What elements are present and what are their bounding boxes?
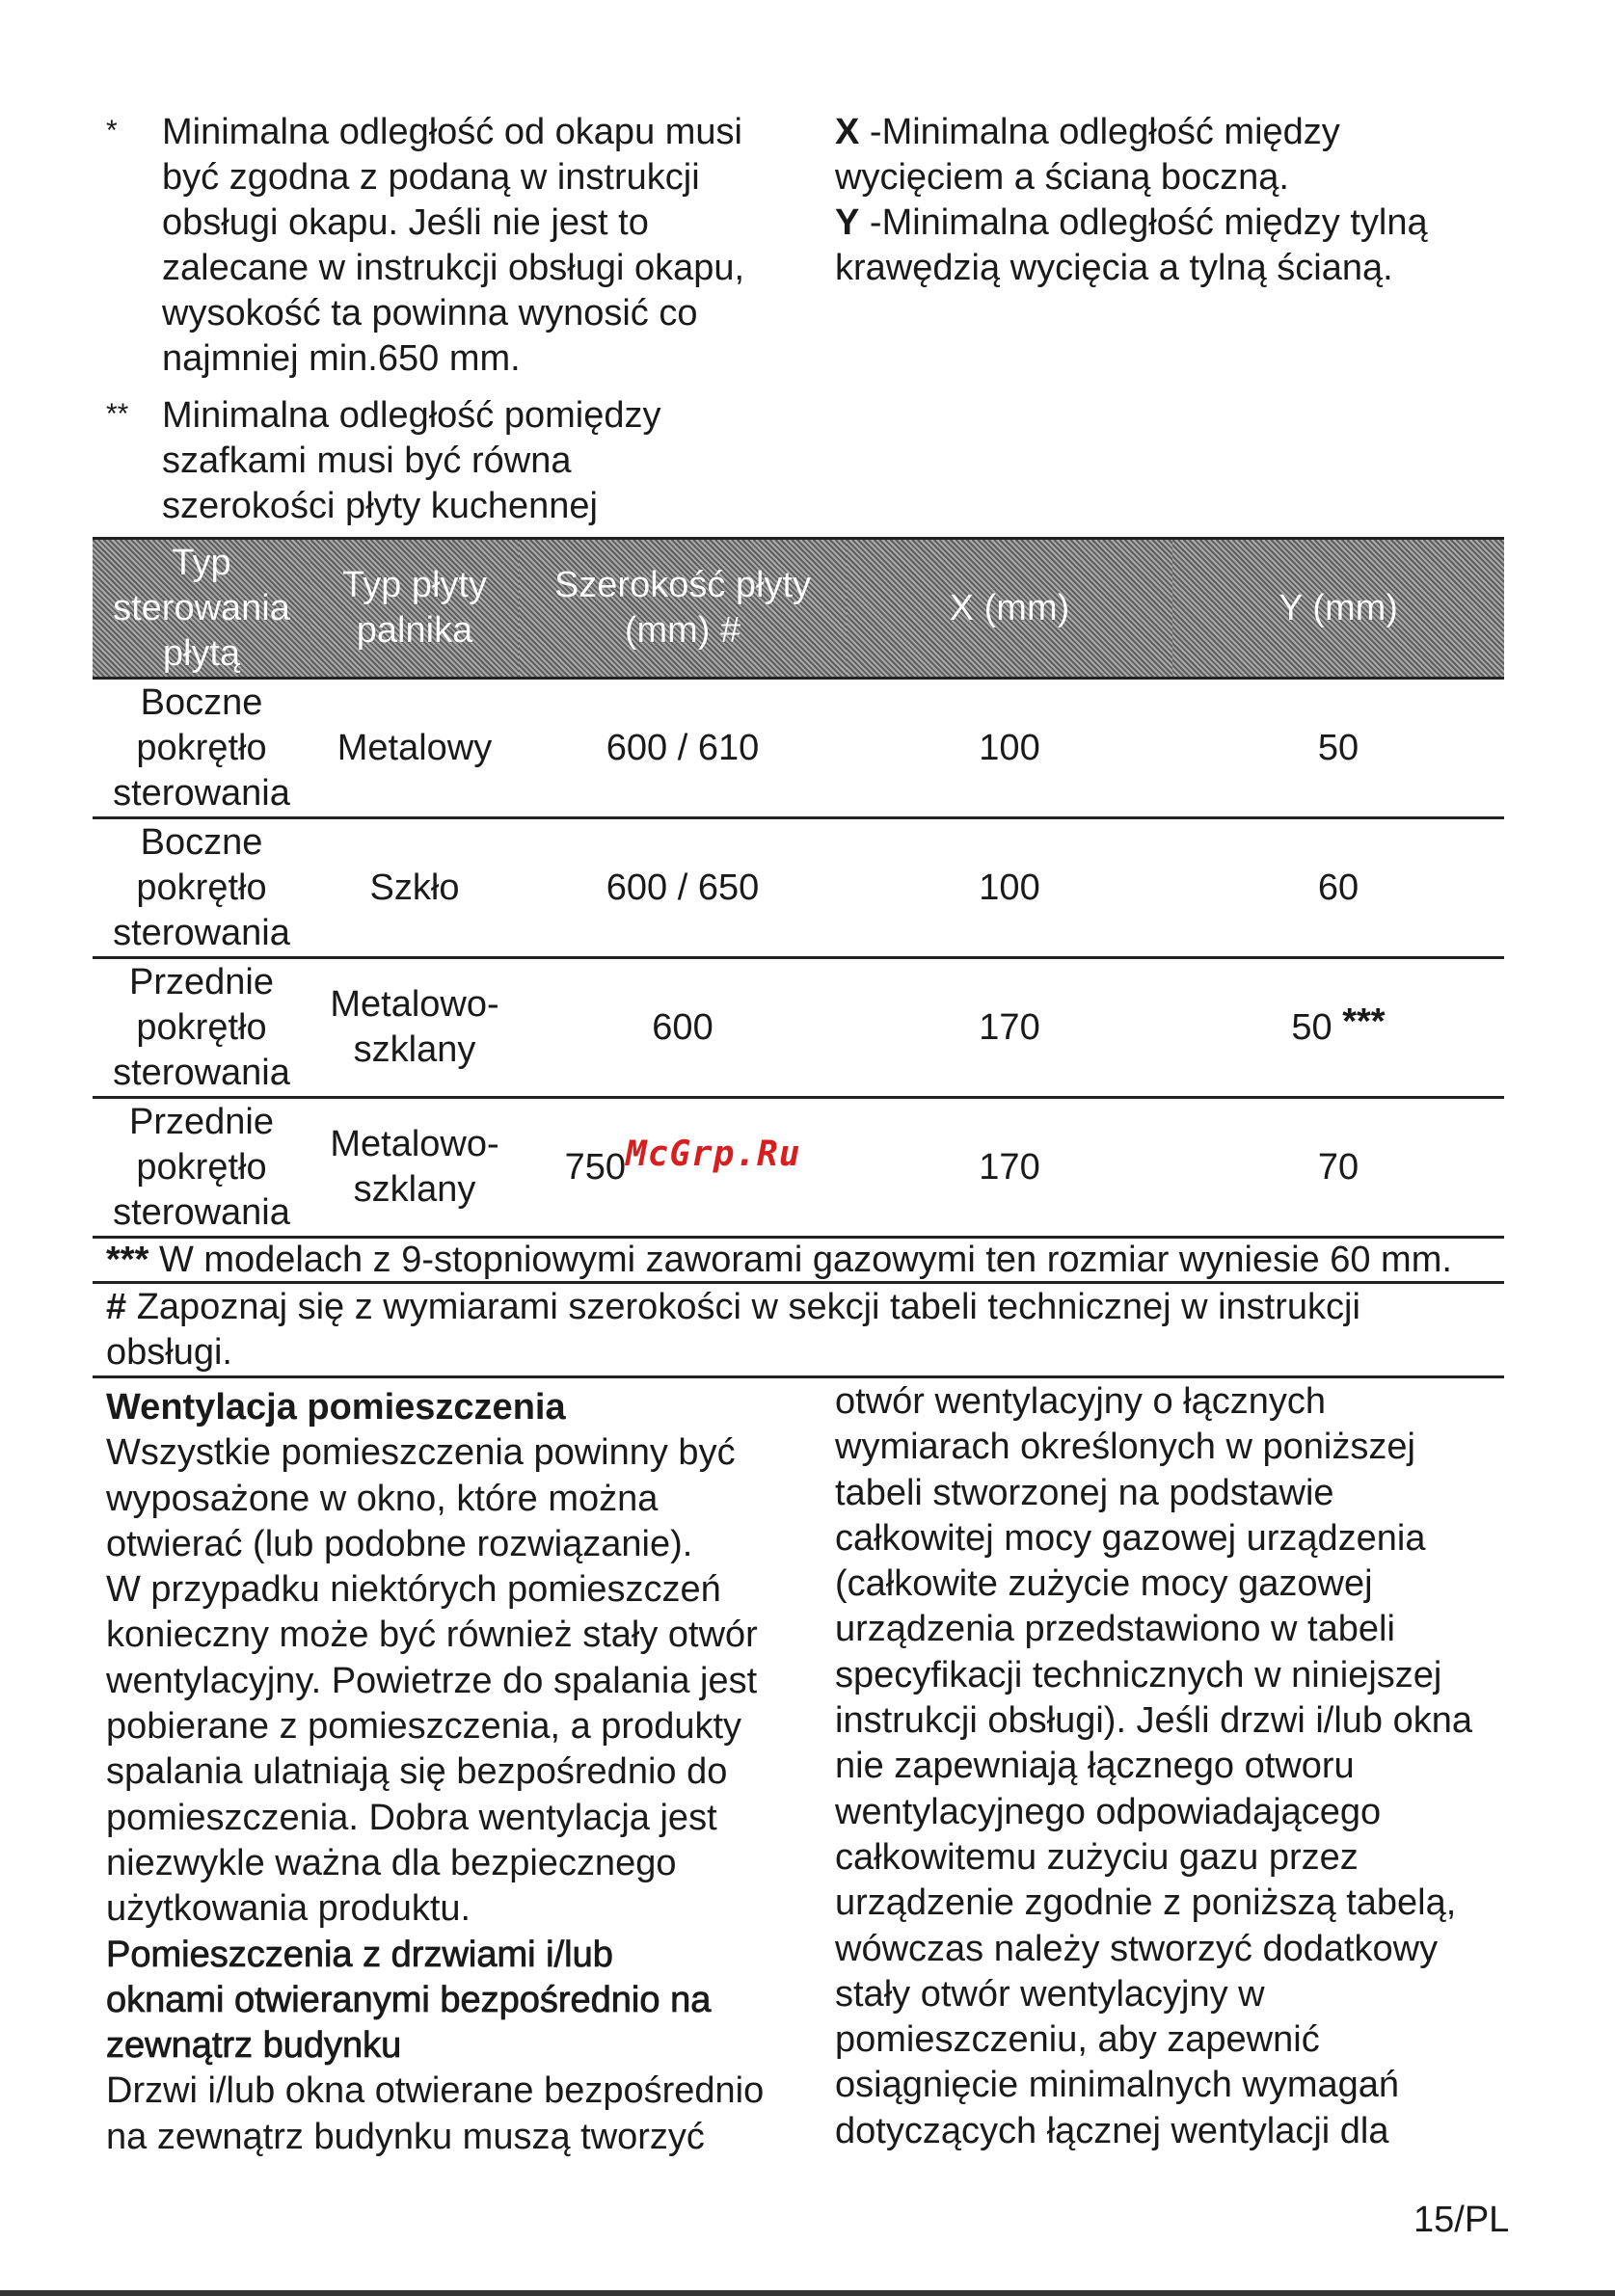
bottom-rule (0, 2290, 1615, 2296)
cell-type: Metalowo- szklany (310, 1098, 519, 1238)
note-cabinet-distance (106, 393, 839, 533)
header-width: Szerokość płyty (mm) # (519, 539, 847, 679)
cell-y: 50 (1172, 679, 1504, 818)
cell-width: 600 / 650 (519, 818, 847, 958)
footnote-marker: *** (1342, 1001, 1386, 1042)
header-x: X (mm) (847, 539, 1172, 679)
cell-control: Boczne pokrętło sterowania (93, 679, 310, 818)
cell-width: 600 (519, 958, 847, 1098)
note-hood-distance (106, 110, 839, 389)
cell-type: Metalowy (310, 679, 519, 818)
ventilation-right-column: otwór wentylacyjny o łącznych wymiarach określonych w poniższej tabeli stworzonej na podstawie całkowitej mocy gazowej urządzenia (całkowite zużycie mocy gazowej urządzenia przedstawiono w tabeli specyfikacji technicznych w niniejszej instrukcji obsługi). Jeśli drzwi i/lub okna nie zapewniają łącznego otworu wentylacyjnego odpowiadającego całkowitemu zużyciu gazu przez urządzenie zgodnie z poniższą tabelą, wówczas należy stworzyć dodatkowy stały otwór wentylacyjny w pomieszczeniu, aby zapewnić osiągnięcie minimalnych wymagań dotyczących łącznej wentylacji dla (835, 1381, 1473, 2151)
table-row (93, 679, 1504, 818)
dimension-definitions: X -Minimalna odległość między wycięciem a ścianą boczną. Y -Minimalna odległość między tylną krawędzią wycięcia a tylną ścianą. (835, 110, 1529, 291)
header-y: Y (mm) (1172, 539, 1504, 679)
cell-x: 170 (847, 1098, 1172, 1238)
table-row (93, 818, 1504, 958)
cell-width: 600 / 610 (519, 679, 847, 818)
definition-y: Y -Minimalna odległość między tylną (835, 202, 1428, 243)
cell-x: 100 (847, 818, 1172, 958)
footnote-width: # Zapoznaj się z wymiarami szerokości w sekcji tabeli technicznej w instrukcji obsługi. (93, 1285, 1504, 1378)
subsection-heading: Pomieszczenia z drzwiami i/lub oknami otwieranymi bezpośrednio na zewnątrz budynku (106, 1934, 712, 2067)
cell-x: 100 (847, 679, 1172, 818)
note-text: Minimalna odległość od okapu musi być zgodna z podaną w instrukcji obsługi okapu. Jeśli nie jest to zalecane w instrukcji obsługi okapu, wysokość ta powinna wynosić co najmniej min.650 mm. (162, 112, 745, 379)
footnote-nine-step: *** W modelach z 9-stopniowymi zaworami gazowymi ten rozmiar wyniesie 60 mm. (93, 1238, 1504, 1284)
cell-type: Szkło (310, 818, 519, 958)
cell-control: Przednie pokrętło sterowania (93, 1098, 310, 1238)
cutout-dimensions-table (93, 537, 1504, 1239)
table-row (93, 1098, 1504, 1238)
ventilation-left-column: Wentylacja pomieszczenia Wszystkie pomieszczenia powinny być wyposażone w okno, które można otwierać (lub podobne rozwiązanie). W przypadku niektórych pomieszczeń konieczny może być również stały otwór wentylacyjny. Powietrze do spalania jest pobierane z pomieszczenia, a produkty spalania ulatniają się bezpośrednio do pomieszczenia. Dobra wentylacja jest niezwykle ważna dla bezpiecznego użytkowania produktu. Pomieszczenia z drzwiami i/lub oknami otwieranymi bezpośrednio na zewnątrz budynku Drzwi i/lub okna otwierane bezpośrednio na zewnątrz budynku muszą tworzyć (106, 1385, 800, 2160)
header-burner-type: Typ płyty palnika (310, 539, 519, 679)
header-control-type: Typ sterowania płytą (93, 539, 310, 679)
cell-control: Przednie pokrętło sterowania (93, 958, 310, 1098)
note-marker: ** (106, 398, 129, 430)
cell-y: 50 *** (1172, 958, 1504, 1098)
section-heading: Wentylacja pomieszczenia (106, 1387, 566, 1428)
definition-x: X -Minimalna odległość między (835, 112, 1340, 152)
table-row (93, 958, 1504, 1098)
watermark: McGrp.Ru (626, 1134, 801, 1174)
note-marker: * (106, 115, 118, 147)
note-text: Minimalna odległość pomiędzy szafkami musi być równa szerokości płyty kuchennej (162, 395, 661, 526)
cell-type: Metalowo- szklany (310, 958, 519, 1098)
cell-y: 60 (1172, 818, 1504, 958)
cell-x: 170 (847, 958, 1172, 1098)
table-header-row (93, 539, 1504, 679)
cell-y: 70 (1172, 1098, 1504, 1238)
cell-width: 750McGrp.Ru (519, 1098, 847, 1238)
cell-control: Boczne pokrętło sterowania (93, 818, 310, 958)
page-number: 15/PL (1413, 2200, 1510, 2240)
